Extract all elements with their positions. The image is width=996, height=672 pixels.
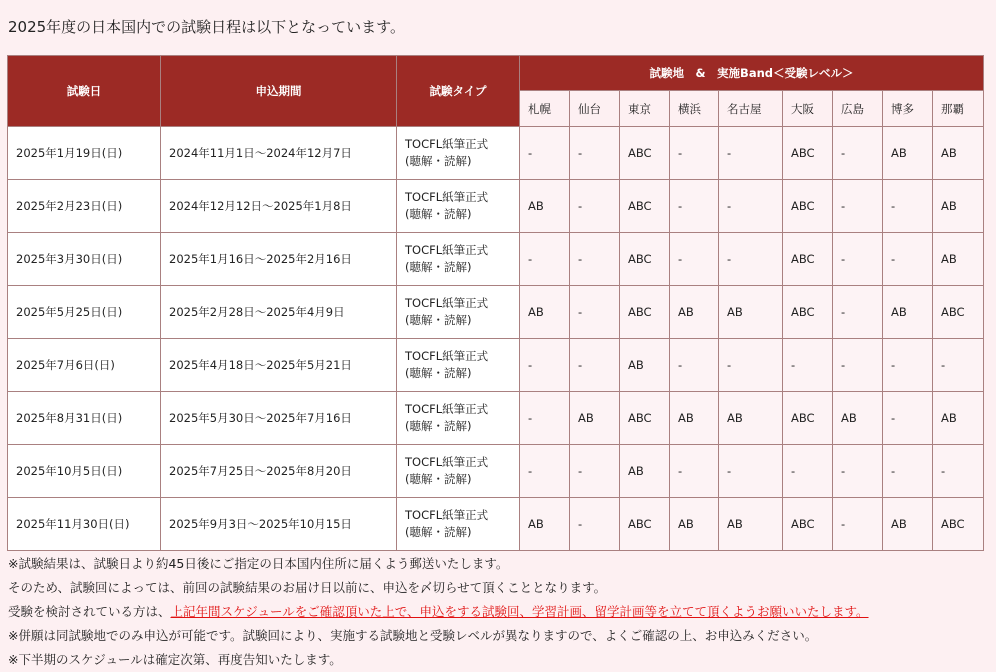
exam-type <box>397 445 520 498</box>
header-period: 申込期間 <box>161 56 397 127</box>
band-cell: - <box>833 339 883 392</box>
exam-type <box>397 392 520 445</box>
band-cell: - <box>570 127 620 180</box>
band-cell: AB <box>620 339 670 392</box>
band-cell: AB <box>520 180 570 233</box>
exam-type-sections: (聴解・読解) <box>405 313 472 327</box>
band-cell: - <box>570 445 620 498</box>
exam-date: 2025年11月30日(日) <box>8 498 161 551</box>
band-cell: ABC <box>783 498 833 551</box>
header-location: 那覇 <box>933 91 984 127</box>
exam-date: 2025年3月30日(日) <box>8 233 161 286</box>
band-cell: AB <box>883 127 933 180</box>
table-row <box>8 498 984 551</box>
band-cell: - <box>783 445 833 498</box>
band-cell: - <box>520 339 570 392</box>
exam-type-name: TOCFL紙筆正式 <box>405 508 489 522</box>
band-cell: ABC <box>783 392 833 445</box>
table-row <box>8 392 984 445</box>
note-planning-prefix: 受験を検討されている方は、 <box>8 604 171 619</box>
band-cell: ABC <box>783 286 833 339</box>
header-location: 横浜 <box>670 91 719 127</box>
band-cell: - <box>670 233 719 286</box>
header-location: 博多 <box>883 91 933 127</box>
band-cell: AB <box>933 180 984 233</box>
band-cell: - <box>833 286 883 339</box>
note-results: ※試験結果は、試験日より約45日後にご指定の日本国内住所に届くよう郵送いたします。 <box>8 556 509 571</box>
band-cell: - <box>833 180 883 233</box>
band-cell: - <box>670 180 719 233</box>
exam-date: 2025年10月5日(日) <box>8 445 161 498</box>
exam-type <box>397 286 520 339</box>
exam-date: 2025年2月23日(日) <box>8 180 161 233</box>
band-cell: AB <box>833 392 883 445</box>
header-location: 名古屋 <box>719 91 783 127</box>
table-row <box>8 445 984 498</box>
exam-date: 2025年1月19日(日) <box>8 127 161 180</box>
band-cell: - <box>570 233 620 286</box>
header-location: 仙台 <box>570 91 620 127</box>
exam-type-name: TOCFL紙筆正式 <box>405 349 489 363</box>
band-cell: - <box>670 127 719 180</box>
exam-type <box>397 498 520 551</box>
header-location: 大阪 <box>783 91 833 127</box>
exam-type-name: TOCFL紙筆正式 <box>405 137 489 151</box>
band-cell: - <box>933 339 984 392</box>
exam-type-sections: (聴解・読解) <box>405 472 472 486</box>
band-cell: AB <box>520 498 570 551</box>
band-cell: - <box>833 445 883 498</box>
exam-type-sections: (聴解・読解) <box>405 366 472 380</box>
exam-type-name: TOCFL紙筆正式 <box>405 243 489 257</box>
band-cell: AB <box>670 498 719 551</box>
band-cell: - <box>719 445 783 498</box>
exam-type <box>397 180 520 233</box>
band-cell: AB <box>670 286 719 339</box>
band-cell: AB <box>719 286 783 339</box>
exam-type <box>397 339 520 392</box>
schedule-link[interactable]: 上記年間スケジュールをご確認頂いた上で、申込をする試験回、学習計画、留学計画等を立てて頂くようお願いいたします。 <box>170 604 869 619</box>
header-date: 試験日 <box>8 56 161 127</box>
exam-type-name: TOCFL紙筆正式 <box>405 455 489 469</box>
band-cell: ABC <box>620 127 670 180</box>
exam-type-sections: (聴解・読解) <box>405 154 472 168</box>
band-cell: - <box>883 233 933 286</box>
application-period: 2024年12月12日～2025年1月8日 <box>161 180 397 233</box>
header-location: 東京 <box>620 91 670 127</box>
band-cell: - <box>833 127 883 180</box>
band-cell: ABC <box>620 233 670 286</box>
band-cell: - <box>883 445 933 498</box>
band-cell: - <box>883 392 933 445</box>
band-cell: AB <box>620 445 670 498</box>
application-period: 2025年7月25日～2025年8月20日 <box>161 445 397 498</box>
band-cell: AB <box>933 392 984 445</box>
exam-date: 2025年5月25日(日) <box>8 286 161 339</box>
note-second-half: ※下半期のスケジュールは確定次第、再度告知いたします。 <box>8 652 342 667</box>
notes <box>8 552 869 672</box>
band-cell: AB <box>933 127 984 180</box>
band-cell: ABC <box>620 392 670 445</box>
exam-type-sections: (聴解・読解) <box>405 207 472 221</box>
exam-type <box>397 233 520 286</box>
note-combined: ※併願は同試験地でのみ申込が可能です。試験回により、実施する試験地と受験レベルが異なりますので、よくご確認の上、お申込みください。 <box>8 628 818 643</box>
table-row <box>8 286 984 339</box>
application-period: 2024年11月1日～2024年12月7日 <box>161 127 397 180</box>
exam-type <box>397 127 520 180</box>
note-planning <box>8 600 869 624</box>
band-cell: - <box>719 339 783 392</box>
exam-type-name: TOCFL紙筆正式 <box>405 296 489 310</box>
band-cell: - <box>783 339 833 392</box>
band-cell: ABC <box>783 233 833 286</box>
band-cell: AB <box>883 286 933 339</box>
band-cell: AB <box>933 233 984 286</box>
band-cell: ABC <box>933 286 984 339</box>
band-cell: ABC <box>620 286 670 339</box>
band-cell: - <box>719 180 783 233</box>
header-locations-group: 試験地 & 実施Band＜受験レベル＞ <box>520 56 984 91</box>
band-cell: AB <box>520 286 570 339</box>
band-cell: AB <box>570 392 620 445</box>
application-period: 2025年5月30日～2025年7月16日 <box>161 392 397 445</box>
band-cell: - <box>719 233 783 286</box>
band-cell: - <box>570 286 620 339</box>
band-cell: ABC <box>933 498 984 551</box>
band-cell: - <box>833 498 883 551</box>
band-cell: ABC <box>783 180 833 233</box>
exam-type-name: TOCFL紙筆正式 <box>405 190 489 204</box>
header-location: 札幌 <box>520 91 570 127</box>
band-cell: - <box>570 339 620 392</box>
band-cell: AB <box>719 498 783 551</box>
application-period: 2025年9月3日～2025年10月15日 <box>161 498 397 551</box>
band-cell: - <box>520 233 570 286</box>
band-cell: - <box>520 392 570 445</box>
application-period: 2025年1月16日～2025年2月16日 <box>161 233 397 286</box>
note-deadline: そのため、試験回によっては、前回の試験結果のお届け日以前に、申込を〆切らせて頂くこととなります。 <box>8 580 607 595</box>
band-cell: ABC <box>620 498 670 551</box>
band-cell: - <box>570 180 620 233</box>
band-cell: - <box>570 498 620 551</box>
header-type: 試験タイプ <box>397 56 520 127</box>
band-cell: - <box>933 445 984 498</box>
band-cell: AB <box>670 392 719 445</box>
band-cell: - <box>520 445 570 498</box>
exam-type-sections: (聴解・読解) <box>405 260 472 274</box>
band-cell: - <box>833 233 883 286</box>
band-cell: - <box>670 339 719 392</box>
band-cell: AB <box>719 392 783 445</box>
table-row <box>8 127 984 180</box>
band-cell: ABC <box>783 127 833 180</box>
band-cell: - <box>883 339 933 392</box>
band-cell: - <box>883 180 933 233</box>
band-cell: ABC <box>620 180 670 233</box>
band-cell: - <box>520 127 570 180</box>
band-cell: - <box>719 127 783 180</box>
band-cell: - <box>670 445 719 498</box>
table-row <box>8 180 984 233</box>
header-location: 広島 <box>833 91 883 127</box>
exam-date: 2025年8月31日(日) <box>8 392 161 445</box>
exam-schedule-table <box>7 55 984 551</box>
table-row <box>8 339 984 392</box>
exam-type-sections: (聴解・読解) <box>405 419 472 433</box>
exam-date: 2025年7月6日(日) <box>8 339 161 392</box>
table-row <box>8 233 984 286</box>
intro-text: 2025年度の日本国内での試験日程は以下となっています。 <box>8 18 405 36</box>
exam-type-name: TOCFL紙筆正式 <box>405 402 489 416</box>
application-period: 2025年4月18日～2025年5月21日 <box>161 339 397 392</box>
exam-type-sections: (聴解・読解) <box>405 525 472 539</box>
band-cell: AB <box>883 498 933 551</box>
application-period: 2025年2月28日～2025年4月9日 <box>161 286 397 339</box>
